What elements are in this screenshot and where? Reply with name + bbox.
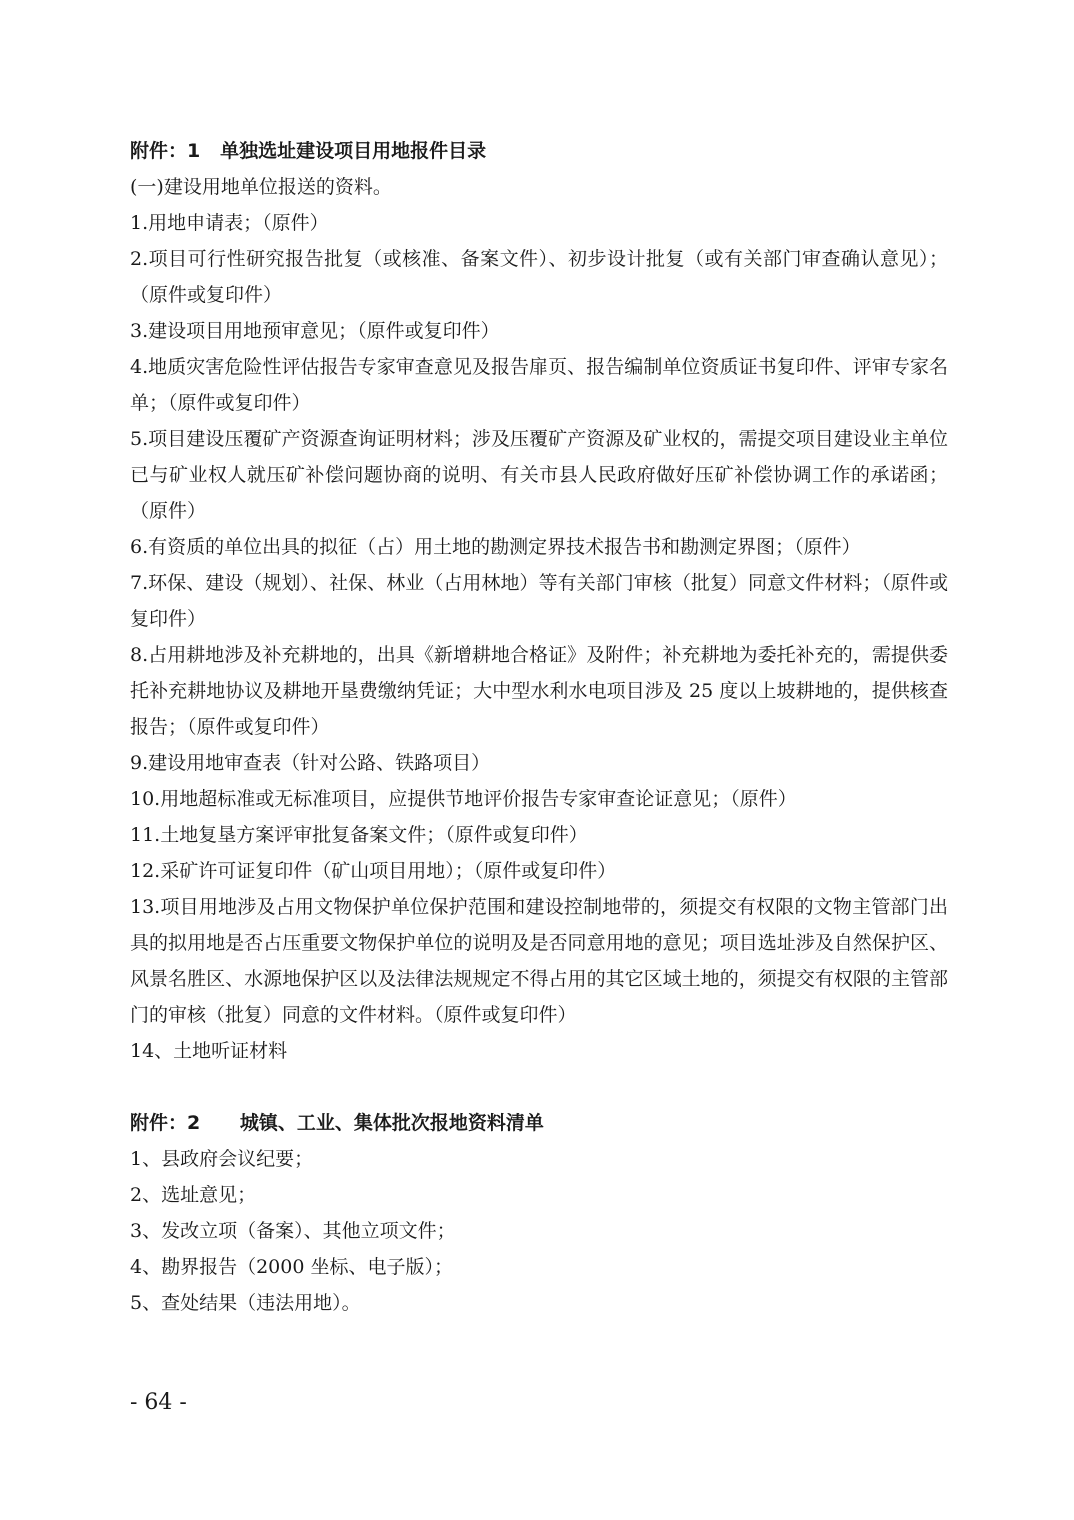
list-item: 11.土地复垦方案评审批复备案文件；（原件或复印件） xyxy=(130,824,588,846)
page-number: - 64 - xyxy=(130,1390,187,1415)
list-item: 8.占用耕地涉及补充耕地的，出具《新增耕地合格证》及附件；补充耕地为委托补充的，需提供委托补充耕地协议及耕地开垦费缴纳凭证；大中型水利水电项目涉及 25 度以上坡耕地的，提供核查报告；（原件或复印件） xyxy=(130,644,948,738)
attachment-2-section xyxy=(130,1105,948,1321)
list-item: 4.地质灾害危险性评估报告专家审查意见及报告扉页、报告编制单位资质证书复印件、评审专家名单；（原件或复印件） xyxy=(130,356,948,414)
list-item: 13.项目用地涉及占用文物保护单位保护范围和建设控制地带的，须提交有权限的文物主管部门出具的拟用地是否占压重要文物保护单位的说明及是否同意用地的意见；项目选址涉及自然保护区、风景名胜区、水源地保护区以及法律法规规定不得占用的其它区域土地的，须提交有权限的主管部门的审核（批复）同意的文件材料。（原件或复印件） xyxy=(130,896,948,1026)
list-item: 3、发改立项（备案）、其他立项文件； xyxy=(130,1220,456,1242)
list-item: 7.环保、建设（规划）、社保、林业（占用林地）等有关部门审核（批复）同意文件材料；（原件或复印件） xyxy=(130,572,948,630)
attachment-2-heading: 附件：2 城镇、工业、集体批次报地资料清单 xyxy=(130,1112,544,1134)
attachment-1-intro: (一)建设用地单位报送的资料。 xyxy=(130,176,392,198)
list-item: 3.建设项目用地预审意见；（原件或复印件） xyxy=(130,320,500,342)
list-item: 10.用地超标准或无标准项目，应提供节地评价报告专家审查论证意见；（原件） xyxy=(130,788,797,810)
list-item: 14、土地听证材料 xyxy=(130,1040,288,1062)
attachment-1-heading: 附件：1 单独选址建设项目用地报件目录 xyxy=(130,140,487,162)
list-item: 5、查处结果（违法用地）。 xyxy=(130,1292,361,1314)
attachment-1-section xyxy=(130,133,948,1069)
list-item: 1、县政府会议纪要； xyxy=(130,1148,314,1170)
list-item: 6.有资质的单位出具的拟征（占）用土地的勘测定界技术报告书和勘测定界图；（原件） xyxy=(130,536,861,558)
list-item: 4、勘界报告（2000 坐标、电子版）； xyxy=(130,1256,453,1278)
list-item: 5.项目建设压覆矿产资源查询证明材料；涉及压覆矿产资源及矿业权的，需提交项目建设业主单位已与矿业权人就压矿补偿问题协商的说明、有关市县人民政府做好压矿补偿协调工作的承诺函；（原件） xyxy=(130,428,948,522)
list-item: 2、选址意见； xyxy=(130,1184,257,1206)
list-item: 9.建设用地审查表（针对公路、铁路项目） xyxy=(130,752,491,774)
list-item: 1.用地申请表；（原件） xyxy=(130,212,329,234)
list-item: 12.采矿许可证复印件（矿山项目用地）；（原件或复印件） xyxy=(130,860,617,882)
list-item: 2.项目可行性研究报告批复（或核准、备案文件）、初步设计批复（或有关部门审查确认意见）；（原件或复印件） xyxy=(130,248,948,306)
